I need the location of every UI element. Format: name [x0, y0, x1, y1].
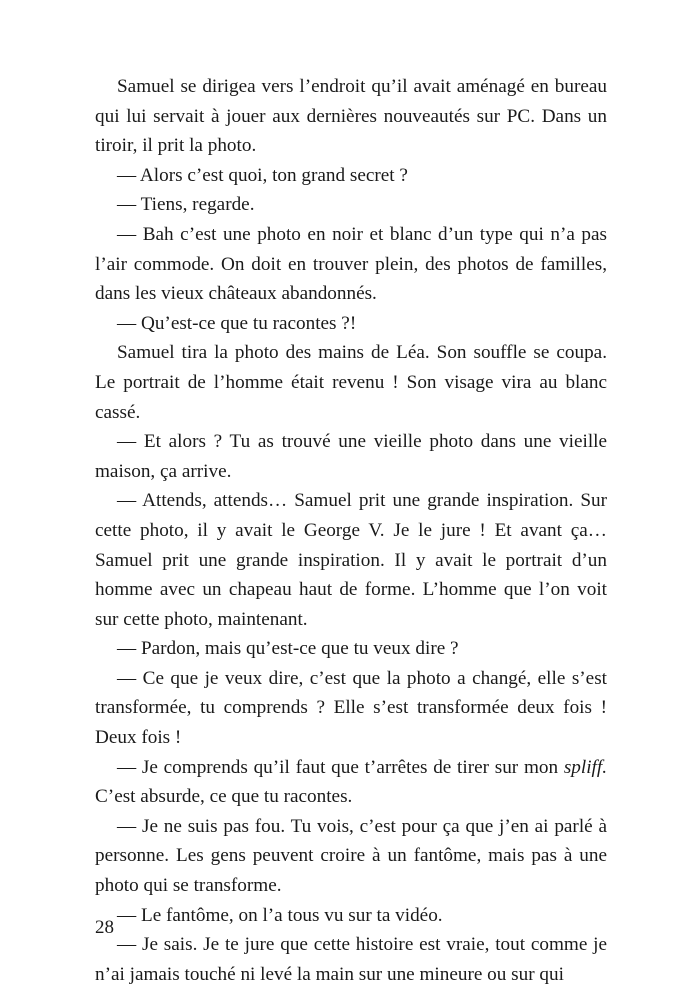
- page-number: 28: [95, 917, 114, 938]
- paragraph: Samuel se dirigea vers l’endroit qu’il avait aménagé en bureau qui lui servait à jouer aux dernières nouveautés sur PC. Dans un tiroir, il prit la photo.: [95, 76, 607, 157]
- paragraph: — Alors c’est quoi, ton grand secret ?: [117, 164, 408, 186]
- paragraph: — Je sais. Je te jure que cette histoire est vraie, tout comme je n’ai jamais touché ni levé la main sur une mineure ou sur qui: [95, 934, 607, 985]
- paragraph-spliff-after: C’est absurde, ce que tu racontes.: [95, 786, 353, 808]
- paragraph-spliff: [95, 753, 607, 812]
- paragraph: Samuel tira la photo des mains de Léa. Son souffle se coupa. Le portrait de l’homme était revenu ! Son visage vira au blanc cassé.: [95, 342, 607, 423]
- body-text: [95, 72, 607, 989]
- paragraph: — Et alors ? Tu as trouvé une vieille photo dans une vieille maison, ça arrive.: [95, 431, 607, 482]
- paragraph: — Bah c’est une photo en noir et blanc d’un type qui n’a pas l’air commode. On doit en trouver plein, des photos de familles, dans les vieux châteaux abandonnés.: [95, 223, 607, 305]
- paragraph-spliff-before: — Je comprends qu’il faut que t’arrêtes de tirer sur mon: [117, 756, 564, 778]
- paragraph: — Qu’est-ce que tu racontes ?!: [117, 312, 357, 334]
- paragraph: — Le fantôme, on l’a tous vu sur ta vidéo.: [117, 904, 443, 926]
- paragraph: — Je ne suis pas fou. Tu vois, c’est pour ça que j’en ai parlé à personne. Les gens peuvent croire à un fantôme, mais pas à une photo qui se transforme.: [95, 815, 607, 897]
- paragraph: — Pardon, mais qu’est-ce que tu veux dire ?: [117, 638, 459, 660]
- paragraph-spliff-italic: spliff.: [563, 756, 607, 778]
- paragraph: — Attends, attends… Samuel prit une grande inspiration. Sur cette photo, il y avait le George V. Je le jure ! Et avant ça… Samuel prit une grande inspiration. Il y avait le portrait d’un homme avec un chapeau haut de forme. L’homme que l’on voit sur cette photo, maintenant.: [95, 490, 607, 630]
- paragraph: — Tiens, regarde.: [117, 194, 255, 216]
- paragraph: — Ce que je veux dire, c’est que la photo a changé, elle s’est transformée, tu comprends ? Elle s’est transformée deux fois ! Deux fois !: [95, 667, 607, 749]
